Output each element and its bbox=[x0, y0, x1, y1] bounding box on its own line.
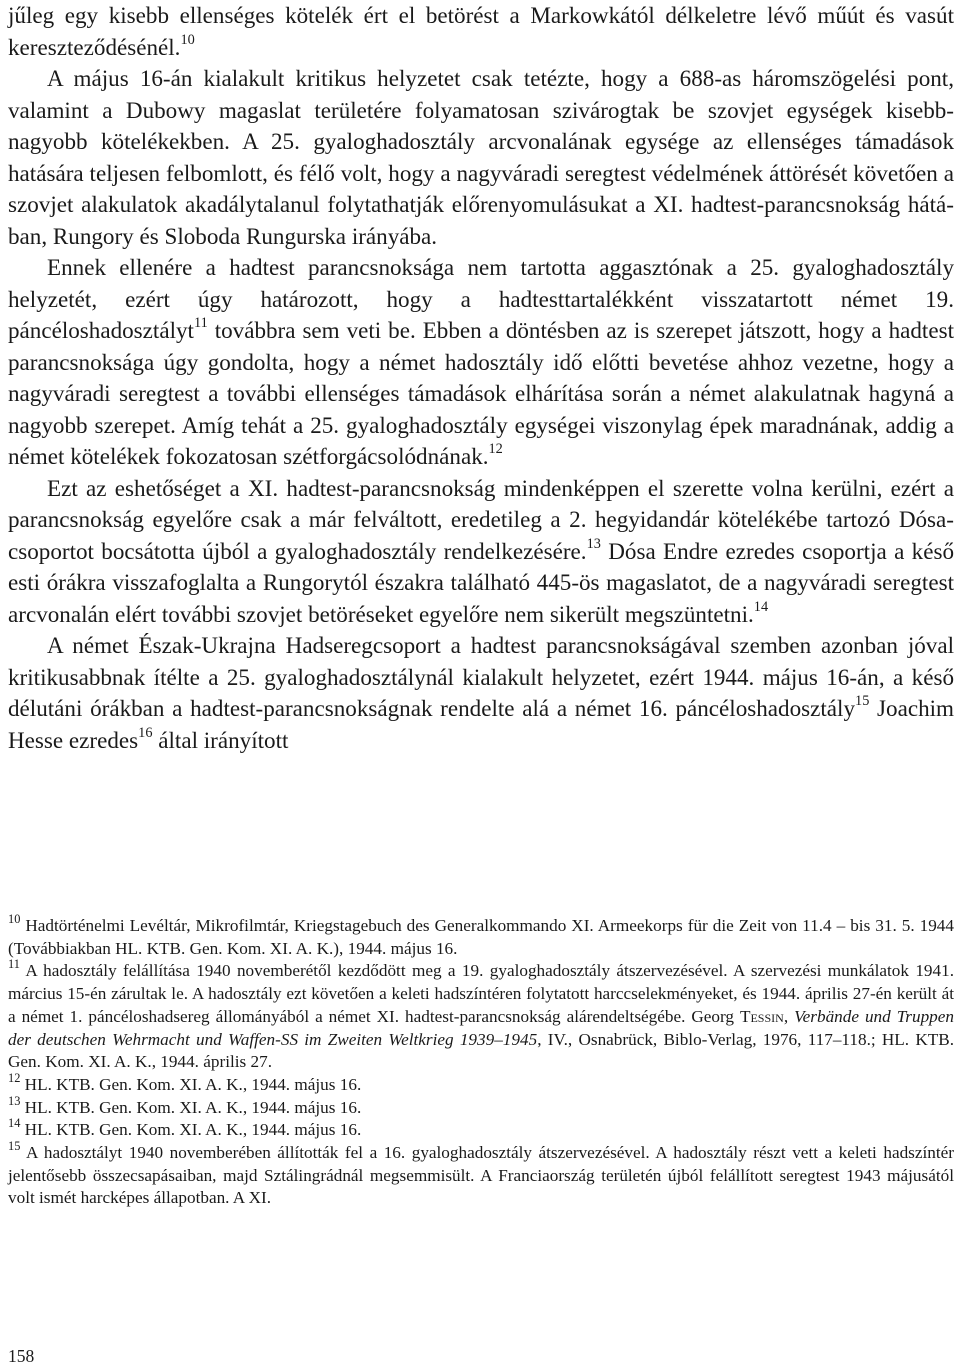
paragraph-text: jűleg egy kisebb ellenséges kötelék ért el betörést a Markowkától délkeletre lévő műút és vasút kereszteződésénél. bbox=[8, 2, 954, 60]
paragraph-text: A német Észak-Ukrajna Hadseregcsoport a hadtest parancsnokságával szemben azonban jóval kritikusabbnak ítélte a 25. gyaloghadosztálynál kialakult helyzetet, ezért 1944. május 16-án, a késő délutáni órákban a hadtest-parancsnokságnak rendelte alá a német 16. páncéloshadosztály bbox=[8, 632, 954, 721]
footnote bbox=[8, 957, 955, 1074]
footnote-ref: 10 bbox=[180, 31, 195, 48]
footnote-ref: 11 bbox=[193, 315, 208, 332]
footnote bbox=[8, 912, 954, 960]
paragraph bbox=[8, 630, 954, 756]
paragraph-text: Joachim Hesse ezredes bbox=[8, 695, 954, 753]
paragraph-text: Ennek ellenére a hadtest parancsnoksága nem tartotta aggasztónak a 25. gyaloghadosztály helyzetét, ezért úgy határozott, hogy a hadtesttartalékként visszatartott német 19. páncéloshadosztályt bbox=[8, 254, 954, 343]
paragraph-text: továbbra sem veti be. Ebben a döntésben az is szerepet játszott, hogy a hadtest parancsnoksága úgy gondolta, hogy a német hadosztály idő előtti bevetése ahhoz vezetne, hogy a nagyváradi seregtest a további ellenséges támadások elhárítása során a német alakulatnak hagyná a nagyobb szerepet. Amíg tehát a 25. gyaloghadosztály egységei viszonylag épek maradnának, addig a német kötelékek fokozatosan szétforgácsolódnának. bbox=[8, 317, 954, 469]
footnote-ref: 15 bbox=[855, 693, 870, 710]
main-text bbox=[8, 0, 954, 756]
footnote-text: Hadtörténelmi Levéltár, Mikrofilmtár, Kriegstagebuch des Generalkommando XI. Armeekorps für die Zeit von 11.4 – bis 31. 5. 1944 (Továbbiakban HL. KTB. Gen. Kom. XI. A. K.), 1944. május 16. bbox=[8, 916, 954, 958]
paragraph-text: A május 16-án kialakult kritikus helyzetet csak tetézte, hogy a 688-as háromszögelési pont, valamint a Dubowy magaslat területére folyamatosan szivárogtak be szovjet egységek kisebb-nagyobb kötelékekben. A 25. gyaloghadosztály arcvonalának egysége az ellenséges támadások hatására teljesen felbomlott, és félő volt, hogy a nagyváradi seregtest védelmének áttörését követően a szovjet alakulatok akadálytalanul folytathatják előrenyomulásukat a XI. hadtest-parancsnokság hátában, Rungory és Sloboda Rungurska irányába. bbox=[8, 65, 954, 249]
footnote bbox=[8, 1139, 954, 1210]
footnote-number: 14 bbox=[8, 1116, 21, 1131]
footnote-number: 10 bbox=[8, 912, 21, 927]
paragraph bbox=[8, 473, 954, 631]
paragraph-text: által irányított bbox=[152, 726, 289, 753]
footnote-number: 12 bbox=[8, 1070, 21, 1085]
footnote-author: Tessin bbox=[739, 1006, 784, 1026]
footnote bbox=[8, 1070, 954, 1097]
footnote-ref: 12 bbox=[488, 441, 503, 458]
paragraph bbox=[8, 63, 954, 252]
footnote-text: HL. KTB. Gen. Kom. XI. A. K., 1944. május 16. bbox=[20, 1074, 362, 1094]
footnote-text: HL. KTB. Gen. Kom. XI. A. K., 1944. május 16. bbox=[20, 1097, 362, 1117]
paragraph bbox=[8, 0, 954, 63]
footnote-text: , IV., Osnabrück, Biblo-Verlag, 1976, 117–118.; HL. KTB. Gen. Kom. XI. A. K., 1944. április 27. bbox=[8, 1029, 954, 1072]
footnote-book-title: Verbände und Truppen der deutschen Wehrmacht und Waffen-SS im Zweiten Weltkrieg 1939–1945 bbox=[8, 1006, 955, 1049]
paragraph bbox=[8, 252, 954, 473]
footnote-number: 13 bbox=[8, 1093, 21, 1108]
footnote-ref: 14 bbox=[753, 598, 769, 615]
paragraph-text: Dósa Endre ezredes csoportja a késő esti órákra visszafoglalta a Rungorytól északra található 445-ös magaslatot, de a nagyváradi seregtest arcvonalán elért további szovjet betöréseket egyelőre nem sikerült megszüntetni. bbox=[8, 537, 954, 627]
footnote bbox=[8, 1116, 954, 1142]
footnote-separator: , bbox=[783, 1006, 795, 1026]
footnotes bbox=[8, 912, 955, 1210]
footnote-ref: 16 bbox=[138, 724, 153, 741]
paragraph-text: Ezt az eshetőséget a XI. hadtest-parancsnokság mindenképpen el szerette volna kerülni, ezért a parancsnokság egyelőre csak a már felváltott, eredetileg a 2. hegyidandár kötelékébe tartozó Dósa-csoportot bocsátotta újból a gyaloghadosztály rendelkezésére. bbox=[8, 474, 954, 564]
footnote-text: A hadosztály felállítása 1940 novemberétől kezdődött meg a 19. gyaloghadosztály átszervezésével. A szervezési munkálatok 1941. március 15-én zárultak le. A hadosztály ezt követően a keleti hadszíntéren folytatott harccselekményeket, és 1944. április 27-én került át a német 1. páncéloshadsereg állományából a német XI. hadtest-parancsnokság alárendeltségébe. Georg bbox=[8, 961, 954, 1026]
footnote-number: 15 bbox=[8, 1139, 21, 1154]
footnote-text: A hadosztályt 1940 novemberében állították fel a 16. gyaloghadosztály átszervezésével. A hadosztály részt vett a keleti hadszíntér jelentősebb összecsapásaiban, majd Sztálingrádnál megsemmisült. A Franciaország területén újból felállított seregtest 1943 májusától volt ismét harcképes állapotban. A XI. bbox=[8, 1143, 954, 1208]
footnote-text: HL. KTB. Gen. Kom. XI. A. K., 1944. május 16. bbox=[20, 1120, 362, 1140]
footnote bbox=[8, 1093, 954, 1120]
page-number: 158 bbox=[8, 1346, 35, 1366]
footnote-ref: 13 bbox=[586, 535, 601, 552]
footnote-number: 11 bbox=[8, 957, 20, 972]
